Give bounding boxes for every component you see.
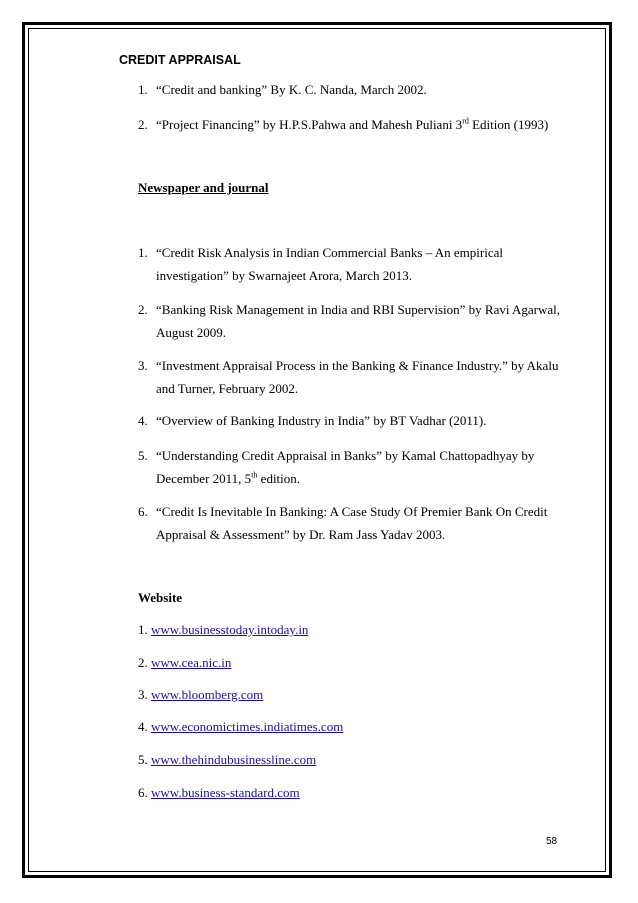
journal-item-line: “Banking Risk Management in India and RBI Supervision” by Ravi Agarwal, — [156, 302, 561, 317]
website-link[interactable]: www.cea.nic.in — [151, 655, 232, 670]
journal-item-line: and Turner, February 2002. — [156, 381, 299, 396]
website-item: 2. www.cea.nic.in — [138, 655, 232, 670]
journal-item-line: investigation” by Swarnajeet Arora, March 2013. — [156, 268, 412, 283]
website-item: 1. www.businesstoday.intoday.in — [138, 622, 309, 637]
journal-number: 3. — [138, 358, 148, 373]
journal-item-line: “Credit Is Inevitable In Banking: A Case Study Of Premier Bank On Credit — [156, 504, 548, 519]
journal-item-line: December 2011, 5th edition. — [156, 470, 301, 486]
journal-number: 6. — [138, 504, 148, 519]
book-item: “Credit and banking” By K. C. Nanda, March 2002. — [156, 82, 427, 97]
website-link[interactable]: www.economictimes.indiatimes.com — [151, 719, 344, 734]
book-number: 2. — [138, 117, 148, 132]
journal-item-line: August 2009. — [156, 325, 227, 340]
journal-item-line: “Credit Risk Analysis in Indian Commercial Banks – An empirical — [156, 245, 503, 260]
book-number: 1. — [138, 82, 148, 97]
newspaper-journal-heading: Newspaper and journal — [138, 180, 269, 195]
journal-number: 2. — [138, 302, 148, 317]
book-item: “Project Financing” by H.P.S.Pahwa and Mahesh Puliani 3rd Edition (1993) — [156, 116, 549, 132]
section-heading-credit-appraisal: CREDIT APPRAISAL — [119, 53, 241, 67]
website-heading: Website — [138, 590, 183, 605]
website-item: 5. www.thehindubusinessline.com — [138, 752, 317, 767]
website-link[interactable]: www.bloomberg.com — [151, 687, 264, 702]
website-item: 4. www.economictimes.indiatimes.com — [138, 719, 344, 734]
website-item: 3. www.bloomberg.com — [138, 687, 264, 702]
journal-item-line: Appraisal & Assessment” by Dr. Ram Jass Yadav 2003. — [156, 527, 446, 542]
journal-item-line: “Overview of Banking Industry in India” by BT Vadhar (2011). — [156, 413, 487, 428]
journal-number: 1. — [138, 245, 148, 260]
journal-number: 5. — [138, 448, 148, 463]
website-link[interactable]: www.business-standard.com — [151, 785, 300, 800]
website-link[interactable]: www.businesstoday.intoday.in — [151, 622, 309, 637]
website-item: 6. www.business-standard.com — [138, 785, 300, 800]
journal-item-line: “Investment Appraisal Process in the Banking & Finance Industry.” by Akalu — [156, 358, 559, 373]
journal-number: 4. — [138, 413, 148, 428]
page-number: 58 — [546, 836, 558, 847]
website-link[interactable]: www.thehindubusinessline.com — [151, 752, 317, 767]
journal-item-line: “Understanding Credit Appraisal in Banks” by Kamal Chattopadhyay by — [156, 448, 535, 463]
